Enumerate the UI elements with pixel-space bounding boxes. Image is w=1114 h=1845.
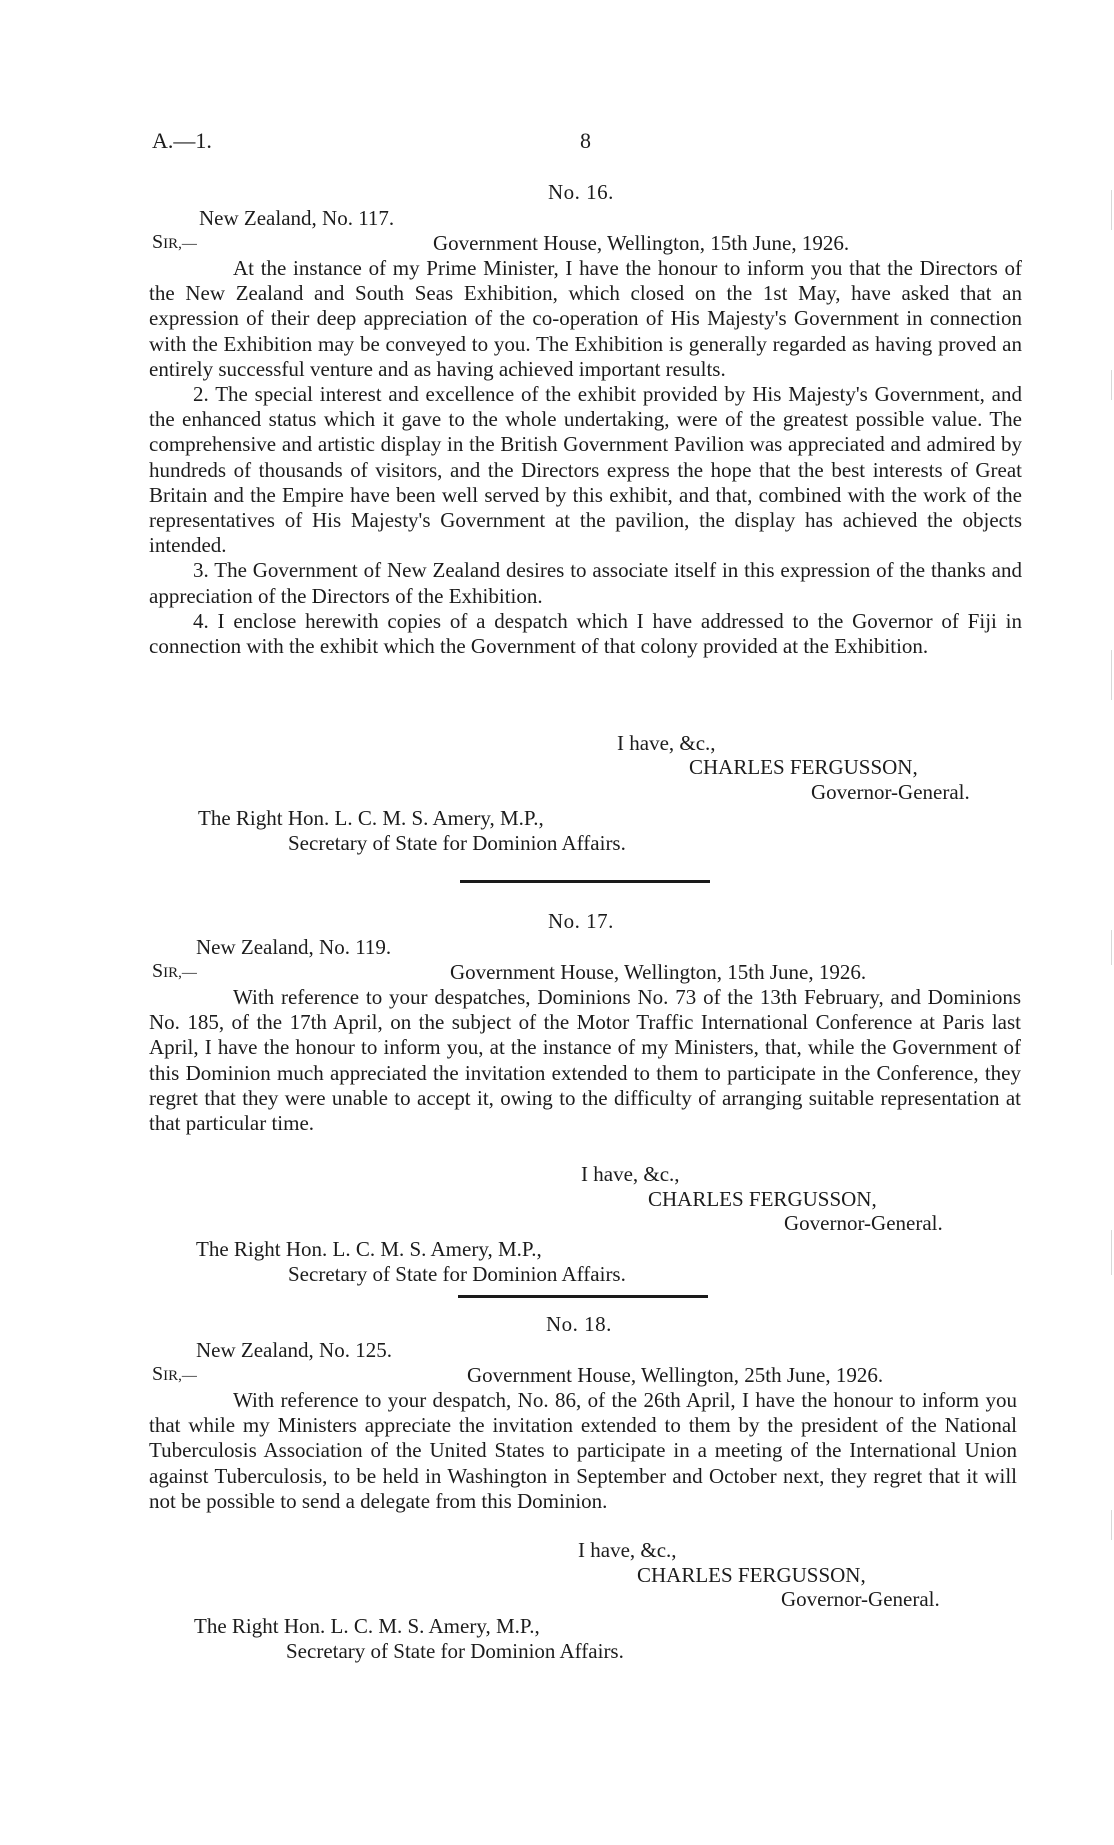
page-number: 8 bbox=[580, 128, 591, 153]
scan-edge-marks bbox=[1108, 130, 1114, 1630]
signatory-name: CHARLES FERGUSSON, bbox=[689, 755, 918, 779]
paragraph: With reference to your despatches, Dominions No. 73 of the 13th February, and Dominions No. 185, of the 17th April, on the subject of the Motor Traffic International Conference at Paris last April, I have the honour to inform you, at the instance of my Ministers, that, while the Government of this Dominion much appreciated the invitation extended to them to participate in the Conference, they regret that they were unable to accept it, owing to the difficulty of arranging suitable representation at that particular time. bbox=[149, 985, 1021, 1136]
letter-number: No. 18. bbox=[546, 1312, 612, 1336]
recipient-name: The Right Hon. L. C. M. S. Amery, M.P., bbox=[194, 1614, 540, 1638]
salutation: SIR,— bbox=[152, 960, 197, 982]
signatory-title: Governor-General. bbox=[781, 1587, 940, 1611]
paragraph: 3. The Government of New Zealand desires to associate itself in this expression of the thanks and appreciation of the Directors of the Exhibition. bbox=[149, 558, 1022, 608]
signatory-title: Governor-General. bbox=[784, 1211, 943, 1235]
letter-number: No. 16. bbox=[548, 180, 614, 204]
signatory-name: CHARLES FERGUSSON, bbox=[648, 1187, 877, 1211]
recipient-title: Secretary of State for Dominion Affairs. bbox=[286, 1639, 624, 1663]
letter-closing: I have, &c., bbox=[617, 731, 716, 755]
letter-address-date: Government House, Wellington, 15th June, 1926. bbox=[433, 231, 850, 255]
signatory-title: Governor-General. bbox=[811, 780, 970, 804]
paragraph: 4. I enclose herewith copies of a despatch which I have addressed to the Governor of Fiji in connection with the exhibit which the Government of that colony provided at the Exhibition. bbox=[149, 608, 1022, 659]
section-divider bbox=[458, 1295, 708, 1298]
salutation: SIR,— bbox=[152, 1363, 197, 1385]
signatory-name: CHARLES FERGUSSON, bbox=[637, 1563, 866, 1587]
paragraph: 2. The special interest and excellence of the exhibit provided by His Majesty's Government, and the enhanced status which it gave to the whole undertaking, were of the greatest possible value. The comprehensive and artistic display in the British Government Pavilion was appreciated and admired by hundreds of thousands of visitors, and the Directors express the hope that the best interests of Great Britain and the Empire have been well served by this exhibit, and that, combined with the work of the representatives of His Majesty's Government at the pavilion, the display has achieved the objects intended. bbox=[149, 382, 1022, 558]
letter-reference: New Zealand, No. 125. bbox=[196, 1338, 392, 1362]
paragraph: At the instance of my Prime Minister, I have the honour to inform you that the Directors of the New Zealand and South Seas Exhibition, which closed on the 1st May, have asked that an expression of their deep appreciation of the co-operation of His Majesty's Government in connection with the Exhibition may be conveyed to you. The Exhibition is generally regarded as having proved an entirely successful venture and as having achieved important results. bbox=[149, 256, 1022, 381]
letter-closing: I have, &c., bbox=[578, 1538, 677, 1562]
letter-number: No. 17. bbox=[548, 909, 614, 933]
salutation: SIR,— bbox=[152, 231, 197, 253]
letter-address-date: Government House, Wellington, 15th June, 1926. bbox=[450, 960, 867, 984]
letter-reference: New Zealand, No. 119. bbox=[196, 935, 392, 959]
letter-reference: New Zealand, No. 117. bbox=[199, 206, 395, 230]
document-code: A.—1. bbox=[152, 128, 212, 153]
recipient-name: The Right Hon. L. C. M. S. Amery, M.P., bbox=[196, 1237, 542, 1261]
recipient-title: Secretary of State for Dominion Affairs. bbox=[288, 1262, 626, 1286]
section-divider bbox=[460, 880, 710, 883]
letter-body bbox=[149, 256, 1022, 659]
recipient-title: Secretary of State for Dominion Affairs. bbox=[288, 831, 626, 855]
letter-body bbox=[149, 1388, 1017, 1514]
paragraph: With reference to your despatch, No. 86, of the 26th April, I have the honour to inform you that while my Ministers appreciate the invitation extended to them by the president of the National Tuberculosis Association of the United States to participate in a meeting of the International Union against Tuberculosis, to be held in Washington in September and October next, they regret that it will not be possible to send a delegate from this Dominion. bbox=[149, 1388, 1017, 1513]
letter-body bbox=[149, 985, 1021, 1136]
recipient-name: The Right Hon. L. C. M. S. Amery, M.P., bbox=[198, 806, 544, 830]
letter-closing: I have, &c., bbox=[581, 1162, 680, 1186]
letter-address-date: Government House, Wellington, 25th June, 1926. bbox=[467, 1363, 884, 1387]
